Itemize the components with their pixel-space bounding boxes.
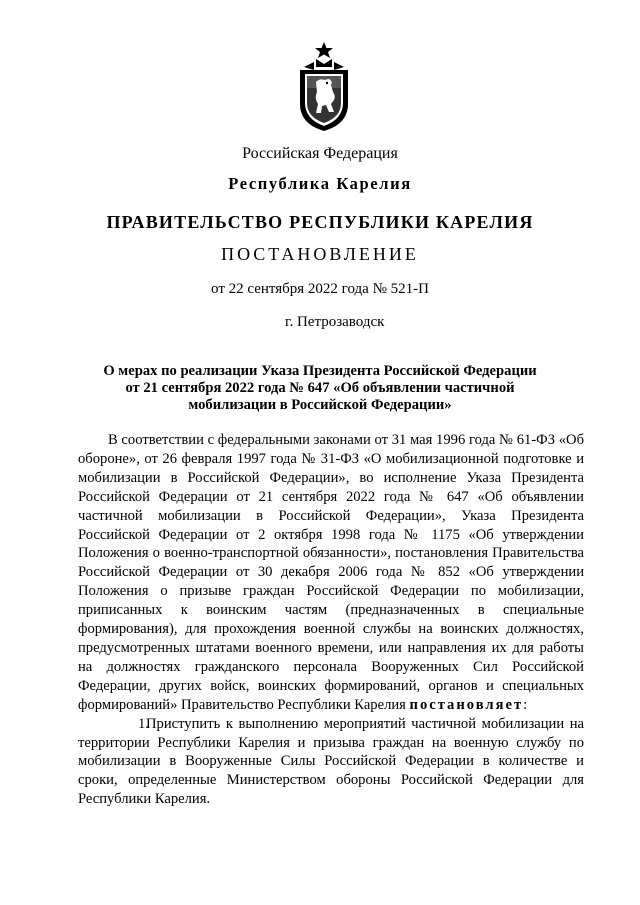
document-city: г. Петрозаводск	[285, 314, 385, 330]
preamble-paragraph	[78, 431, 584, 715]
item-1-paragraph	[78, 715, 584, 810]
country-name: Российская Федерация	[242, 145, 398, 162]
item-1-text: Приступить к выполнению мероприятий частичной мобилизации на территории Республики Карелия и призыва граждан на военную службу по мобилизации в Вооруженные Силы Российской Федерации в количестве и сроки, определенные Министерством обороны Российской Федерации для Республики Карелия.	[78, 715, 584, 808]
document-date-number: от 22 сентября 2022 года № 521-П	[211, 281, 429, 297]
item-1-number: 1.	[138, 715, 149, 732]
decree-colon: :	[523, 696, 528, 713]
karelia-coat-of-arms-icon	[296, 42, 352, 132]
document-body	[78, 431, 584, 809]
decree-word: постановляет	[409, 696, 524, 713]
title-line-1: О мерах по реализации Указа Президента Российской Федерации	[103, 363, 537, 379]
preamble-text: В соответствии с федеральными законами от 31 мая 1996 года № 61-ФЗ «Об обороне», от 26 февраля 1997 года № 31-ФЗ «О мобилизационной подготовке и мобилизации в Российской Федерации», во исполнение Указа Президента Российской Федерации от 21 сентября 2022 года № 647 «Об объявлении частичной мобилизации в Российской Федерации», Указа Президента Российской Федерации от 2 октября 1998 года № 1175 «Об утверждении Положения о военно-транспортной обязанности», постановления Правительства Российской Федерации от 30 декабря 2006 года № 852 «Об утверждении Положения о призыве граждан Российской Федерации по мобилизации, приписанных к воинским частям (предназначенных в специальные формирования), для прохождения военной службы на воинских должностях, предусмотренных штатами военного времени, или направления их для работы на должностях гражданского персонала Вооруженных Сил Российской Федерации, других войск, воинских формирований, органов и специальных формирований» Правительство Республики Карелия	[78, 432, 584, 713]
title-line-2: от 21 сентября 2022 года № 647 «Об объявлении частичной	[125, 380, 515, 396]
title-line-3: мобилизации в Российской Федерации»	[188, 397, 452, 413]
region-name: Республика Карелия	[228, 174, 412, 193]
document-type: ПОСТАНОВЛЕНИЕ	[221, 244, 419, 264]
government-name: ПРАВИТЕЛЬСТВО РЕСПУБЛИКИ КАРЕЛИЯ	[106, 212, 534, 232]
document-title	[80, 363, 560, 414]
